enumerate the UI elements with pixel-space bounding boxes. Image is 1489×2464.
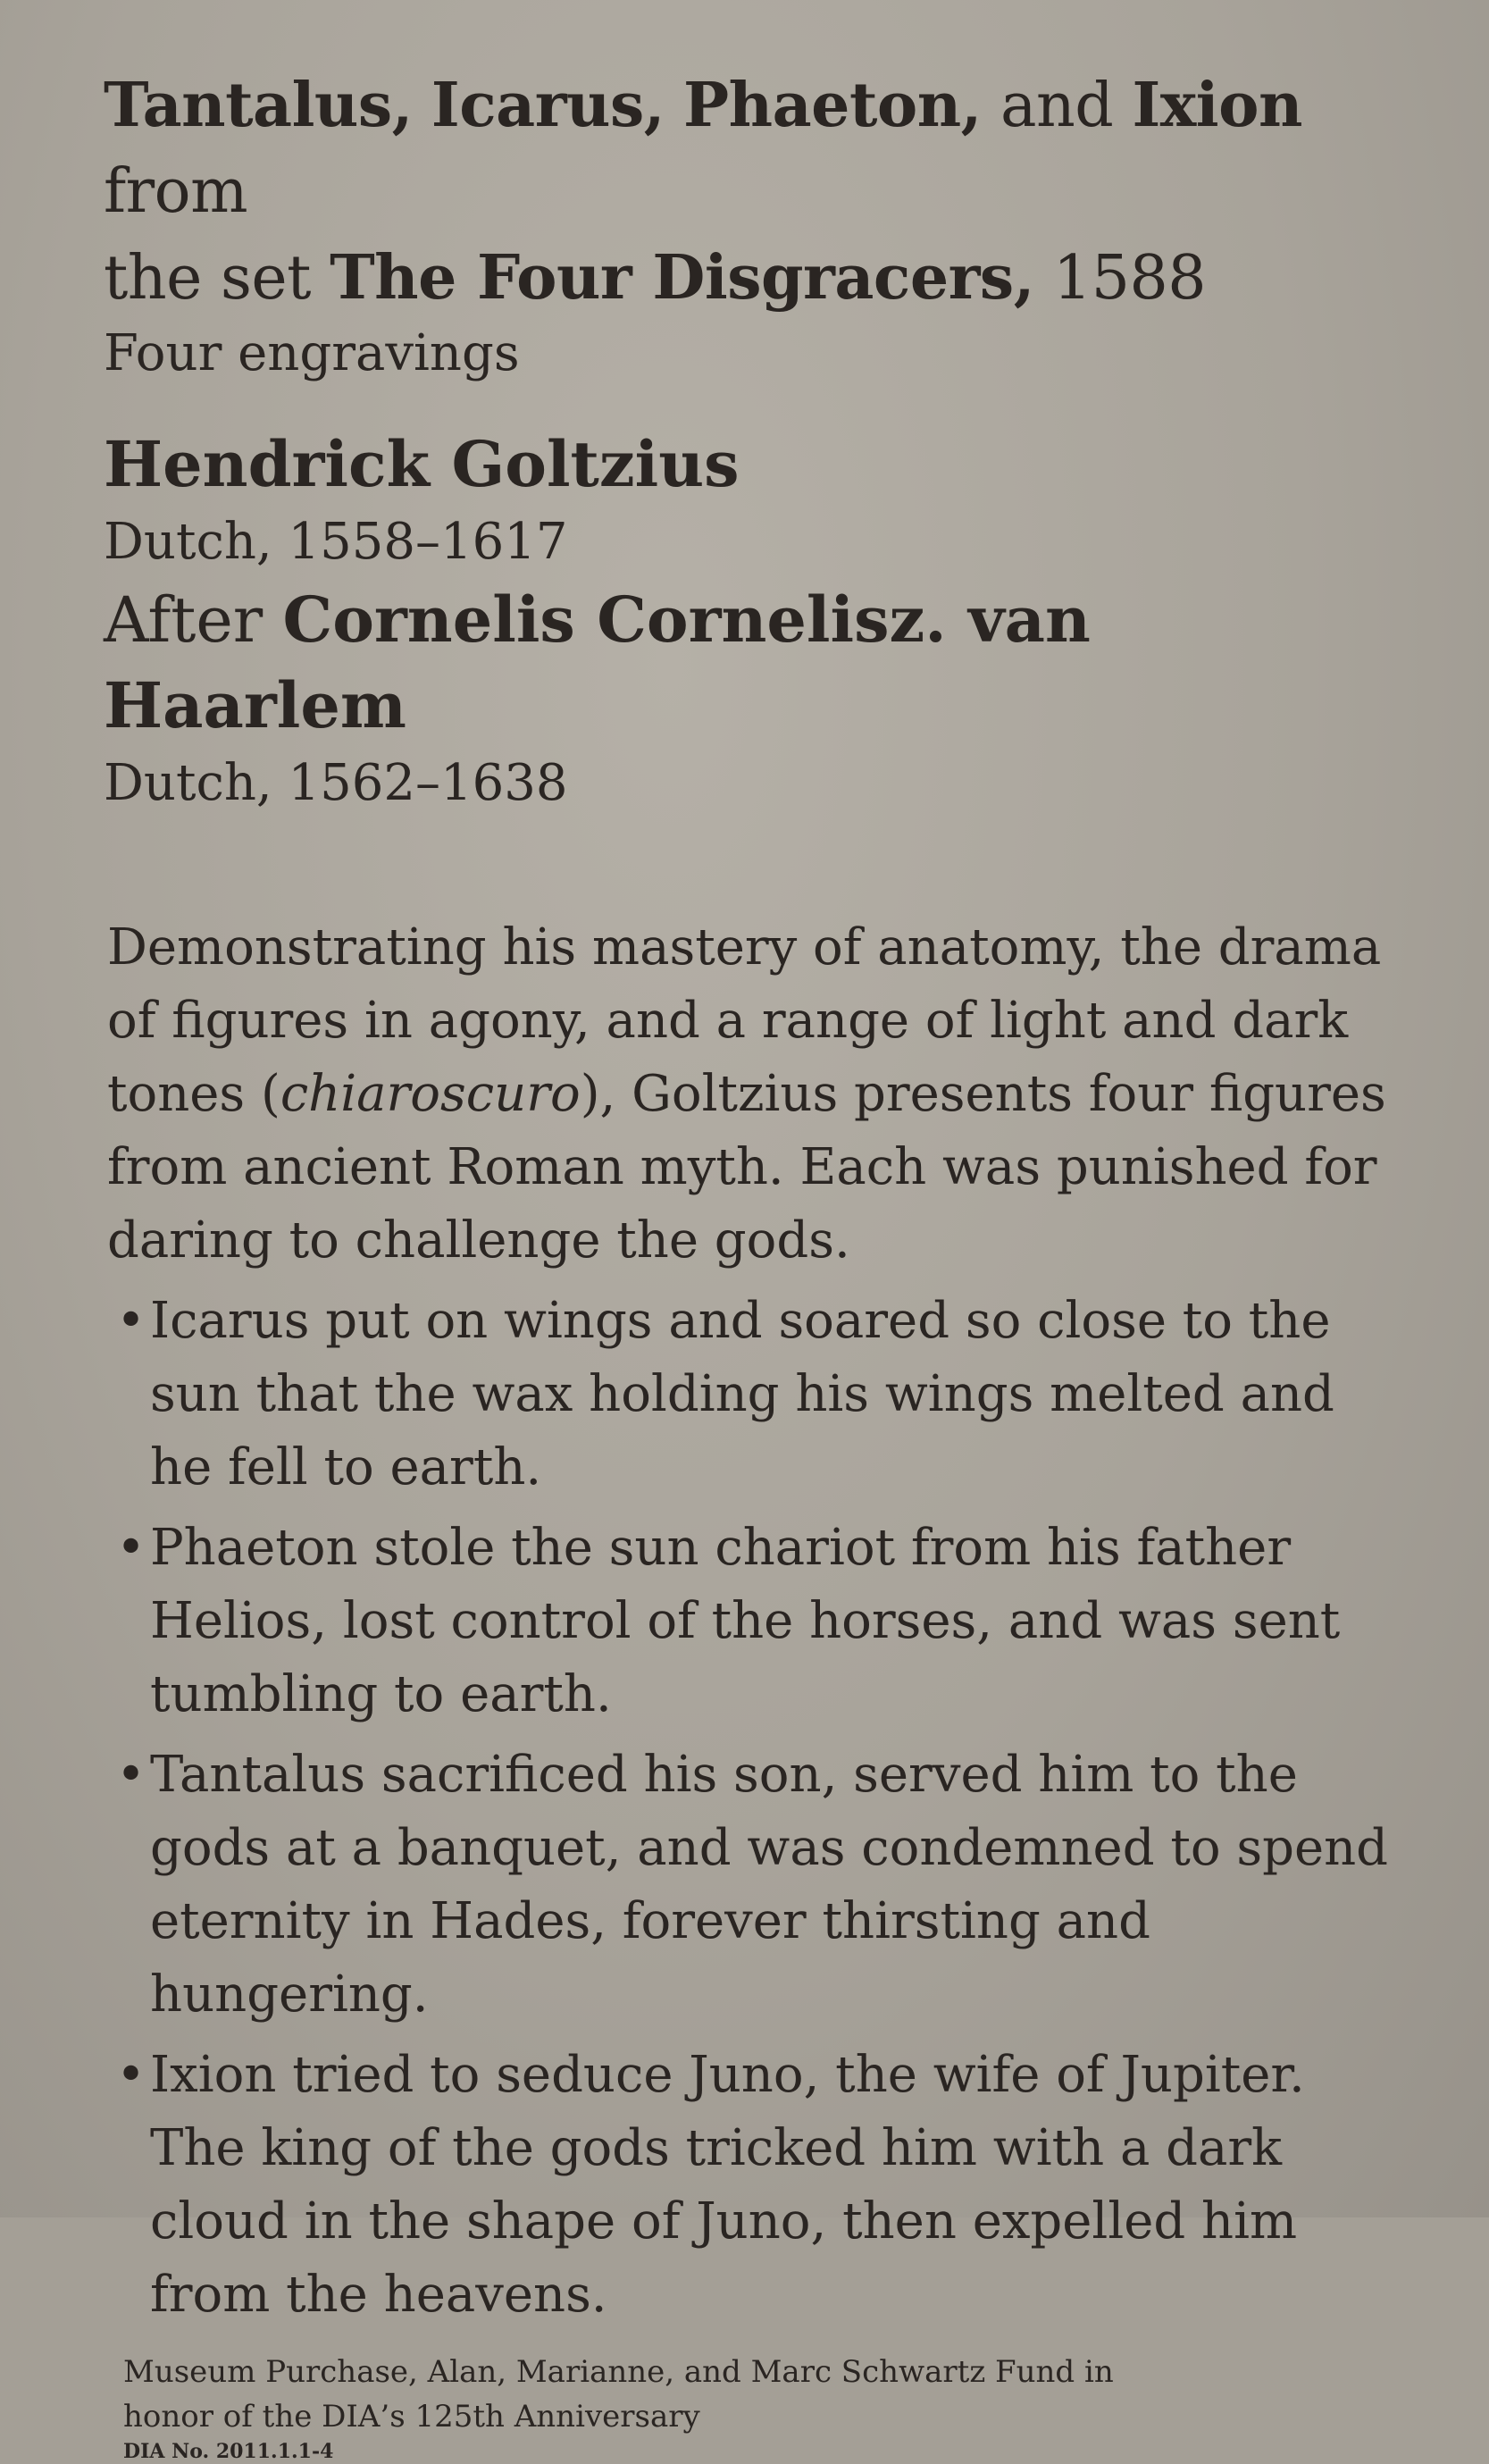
title-icarus: Icarus,	[431, 70, 665, 141]
bullet-icon: •	[116, 1746, 146, 1804]
placard-content	[104, 63, 1408, 2464]
accession-number: DIA No. 2011.1.1-4	[123, 2440, 334, 2463]
list-item-text: Tantalus sacrificed his son, served him to the gods at a banquet, and was condemned to spend eternity in Hades, forever thirsting and hungering.	[150, 1746, 1388, 2024]
bullet-icon: •	[116, 1519, 146, 1577]
title-phaeton: Phaeton,	[683, 70, 982, 141]
description-paragraph	[107, 911, 1393, 1278]
title-the-set: the set	[104, 243, 311, 314]
artwork-title	[104, 63, 1408, 322]
description-italic-term: chiaroscuro	[280, 1065, 581, 1123]
myth-list	[104, 1285, 1408, 2332]
after-artist-name: Cornelis Cornelisz. van Haarlem	[104, 582, 1091, 742]
description-part-1: Demonstrating his mastery of anatomy, the drama of figures in agony, and a range of light and dark tones (	[107, 918, 1382, 1123]
title-year: 1588	[1053, 243, 1207, 314]
list-item-text: Ixion tried to seduce Juno, the wife of Jupiter. The king of the gods tricked him with a dark cloud in the shape of Juno, then expelled him from the heavens.	[150, 2046, 1305, 2324]
credit-line-2	[123, 2394, 1408, 2439]
credit-dia-abbrev: DIA	[322, 2399, 381, 2435]
list-item-icarus	[104, 1285, 1392, 1504]
list-item-tantalus	[104, 1739, 1392, 2032]
credit-line-1: Museum Purchase, Alan, Marianne, and Marc Schwartz Fund in	[123, 2354, 1114, 2390]
list-item-ixion	[104, 2039, 1392, 2332]
bullet-icon: •	[116, 2046, 146, 2104]
list-item-phaeton	[104, 1512, 1392, 1731]
title-ixion: Ixion	[1132, 70, 1302, 141]
artist-nationality: Dutch, 1558–1617	[104, 513, 568, 571]
title-tantalus: Tantalus,	[104, 70, 413, 141]
credit-anniversary: ’s 125th Anniversary	[380, 2399, 700, 2435]
bullet-icon: •	[116, 1292, 146, 1350]
title-and: and	[1000, 71, 1114, 141]
after-prefix: After	[104, 583, 264, 657]
credit-line	[123, 2350, 1408, 2464]
after-artist	[104, 577, 1408, 749]
after-artist-nationality: Dutch, 1562–1638	[104, 754, 568, 812]
title-set-name: The Four Disgracers,	[330, 242, 1034, 314]
description-part-2: ), Goltzius presents four figures from ancient Roman myth. Each was punished for daring to challenge the gods.	[107, 1065, 1386, 1270]
list-item-text: Icarus put on wings and soared so close to the sun that the wax holding his wings melted and he fell to earth.	[150, 1292, 1334, 1496]
artist-name: Hendrick Goltzius	[104, 427, 740, 501]
artwork-medium: Four engravings	[104, 324, 520, 382]
title-from: from	[104, 156, 248, 227]
credit-honor: honor of the	[123, 2399, 313, 2435]
list-item-text: Phaeton stole the sun chariot from his father Helios, lost control of the horses, and was sent tumbling to earth.	[150, 1519, 1341, 1723]
